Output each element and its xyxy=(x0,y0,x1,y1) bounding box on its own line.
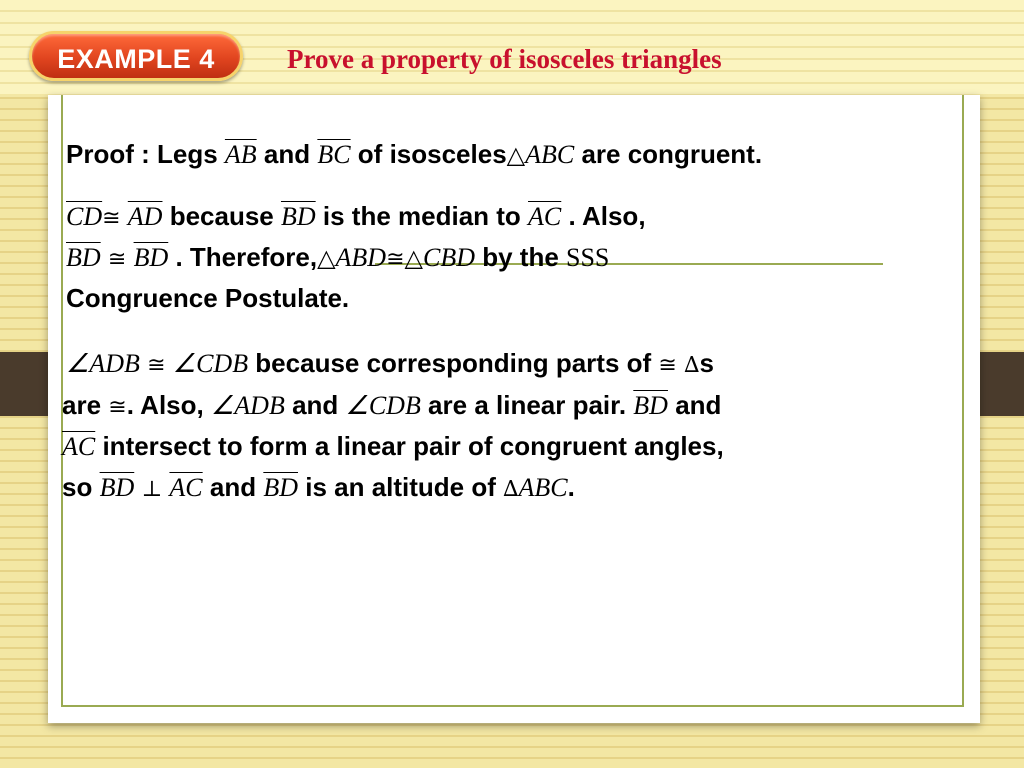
angle-cdb: ∠CDB xyxy=(345,391,421,420)
proof-line-3 xyxy=(66,240,609,277)
isosceles-text: of isosceles xyxy=(350,139,507,169)
triangle-abc: ABC xyxy=(518,473,568,502)
also-text: . Also, xyxy=(561,201,646,231)
segment-bd: $\overline{BD}$ xyxy=(99,473,135,502)
congruent-text: are congruent. xyxy=(574,139,763,169)
segment-bd: $\overline{BD}$ xyxy=(133,243,169,272)
segment-bd: $\overline{BD}$ xyxy=(633,391,668,420)
delta-symbol: ∆ xyxy=(684,353,700,378)
congruent-symbol: ≅ xyxy=(102,206,121,231)
perpendicular-symbol: ⊥ xyxy=(141,477,163,502)
proof-line-2 xyxy=(66,199,646,236)
paper-border-bottom xyxy=(61,705,964,707)
plural-s-text: s xyxy=(699,348,714,378)
proof-line-1 xyxy=(66,137,762,172)
triangle-abd: ABD xyxy=(335,243,387,272)
triangle-icon: △ xyxy=(317,244,336,272)
segment-ac: $\overline{AC}$ xyxy=(528,202,562,231)
congruent-symbol: ≅ xyxy=(658,353,677,378)
segment-bd: $\overline{BD}$ xyxy=(66,243,101,272)
sss-text: SSS xyxy=(566,243,610,272)
segment-bc: $\overline{BC}$ xyxy=(317,140,351,169)
because-text: because xyxy=(162,201,281,231)
proof-line-4 xyxy=(66,281,349,315)
congruent-symbol: ≅ xyxy=(147,353,166,378)
proof-line-5 xyxy=(66,346,714,383)
corresponding-parts-text: because corresponding parts of xyxy=(248,348,659,378)
proof-line-8 xyxy=(62,470,575,507)
triangle-cbd: CBD xyxy=(423,243,475,272)
segment-ac: $\overline{AC}$ xyxy=(62,432,96,461)
left-side-tab xyxy=(0,352,50,416)
by-the-text: by the xyxy=(475,242,567,272)
altitude-text: is an altitude of xyxy=(298,472,504,502)
congruence-postulate-text: Congruence Postulate. xyxy=(66,283,350,313)
and-text: and xyxy=(202,472,264,502)
triangle-icon: △ xyxy=(506,141,526,169)
proof-prefix: Proof : Legs xyxy=(66,139,225,169)
segment-bd: $\overline{BD}$ xyxy=(263,473,298,502)
angle-adb: ∠ADB xyxy=(210,391,285,420)
proof-line-7 xyxy=(62,429,724,464)
segment-ad: $\overline{AD}$ xyxy=(127,202,163,231)
period-text: . xyxy=(567,472,575,502)
segment-cd: $\overline{CD}$ xyxy=(66,202,103,231)
are-text: are xyxy=(62,390,109,420)
and-text: and xyxy=(667,390,722,420)
and-text: and xyxy=(256,139,318,169)
also-text: . Also, xyxy=(126,390,211,420)
intersect-text: intersect to form a linear pair of congruent angles, xyxy=(95,431,724,461)
segment-ac: $\overline{AC}$ xyxy=(169,473,203,502)
segment-bd: $\overline{BD}$ xyxy=(280,202,316,231)
slide-title: Prove a property of isosceles triangles xyxy=(287,44,722,74)
angle-adb: ∠ADB xyxy=(66,349,140,378)
and-text: and xyxy=(284,390,346,420)
triangle-abc: ABC xyxy=(525,140,575,169)
congruent-symbol: ≅ xyxy=(107,247,127,272)
angle-cdb: ∠CDB xyxy=(172,349,249,378)
congruent-symbol: ≅ xyxy=(108,395,127,420)
congruent-symbol: ≅ xyxy=(386,247,405,272)
example-badge: EXAMPLE 4 xyxy=(29,31,243,81)
delta-symbol: ∆ xyxy=(503,477,519,502)
median-text: is the median to xyxy=(315,201,529,231)
segment-ab: $\overline{AB}$ xyxy=(224,140,257,169)
triangle-icon: △ xyxy=(404,244,423,272)
proof-line-6 xyxy=(62,388,721,425)
therefore-text: . Therefore, xyxy=(168,242,318,272)
so-text: so xyxy=(62,472,100,502)
linear-pair-text: are a linear pair. xyxy=(420,390,634,420)
paper-border-right xyxy=(962,95,964,707)
